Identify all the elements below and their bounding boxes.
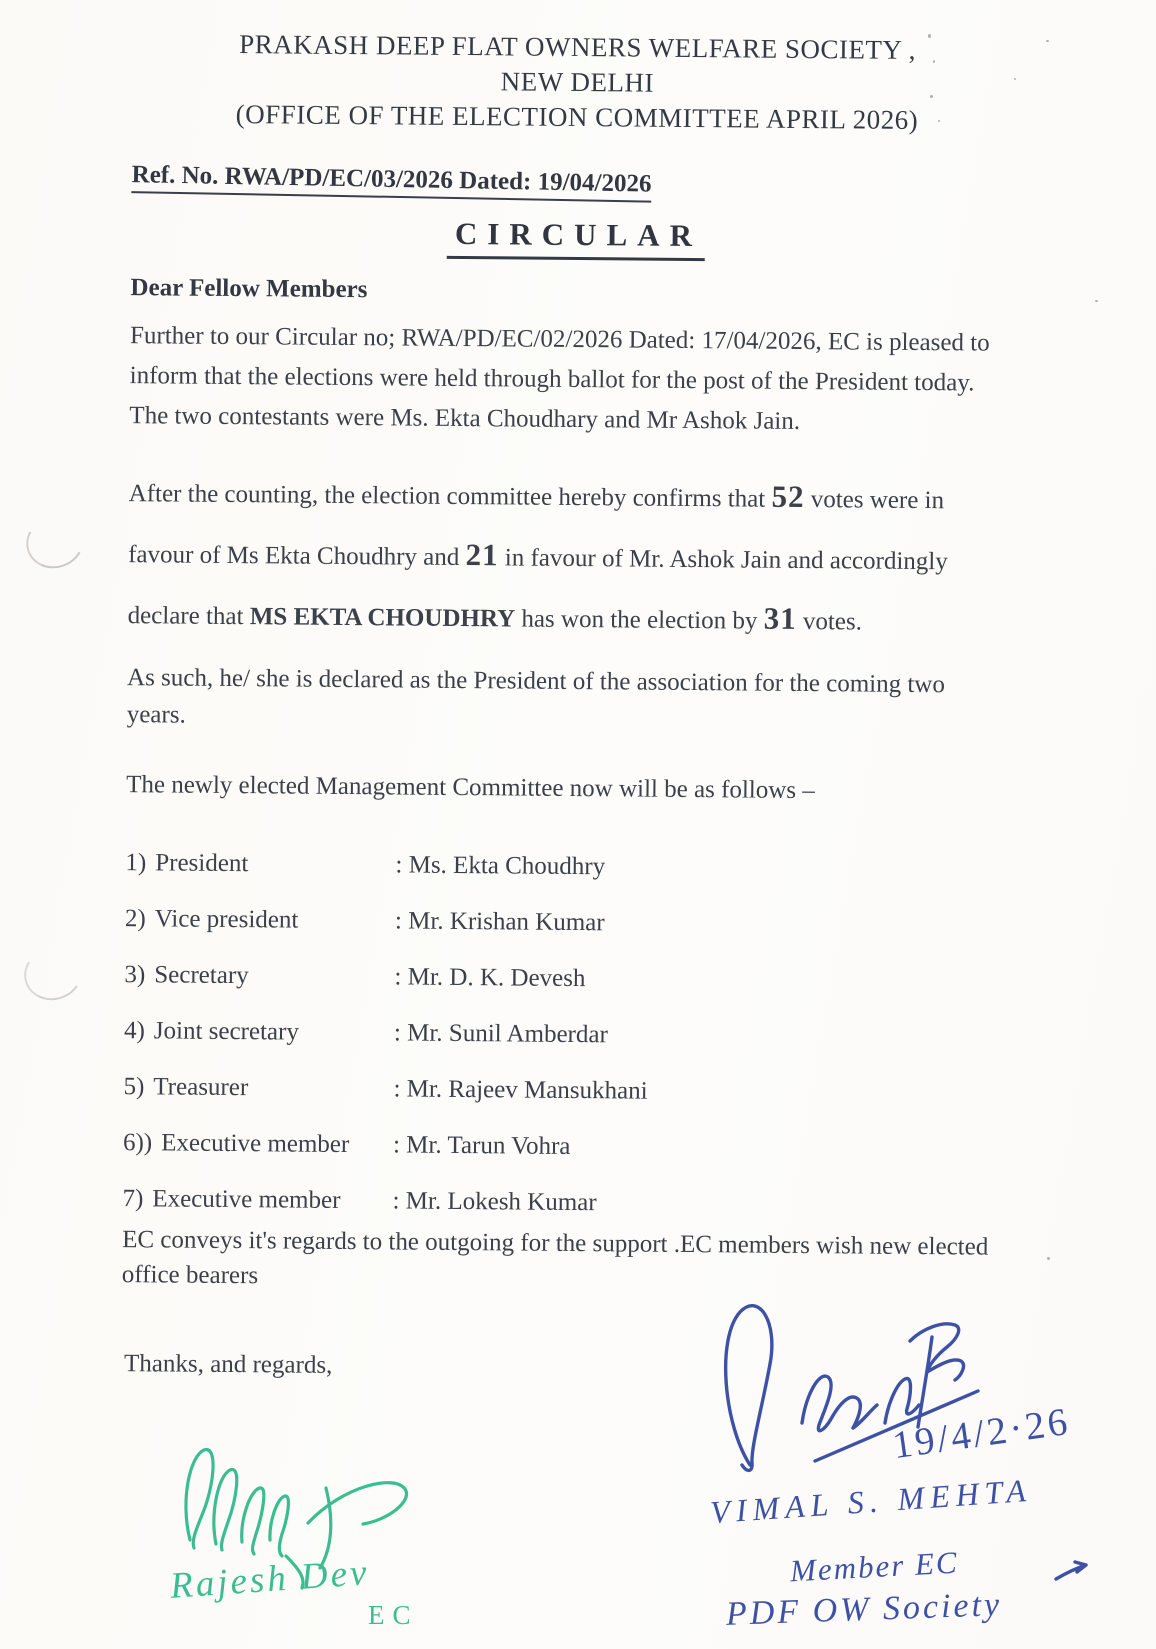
committee-row: [122, 1185, 1145, 1225]
committee-list: [122, 849, 1148, 1225]
salutation: Dear Fellow Members: [130, 274, 368, 304]
signature-role-green: EC: [368, 1600, 419, 1630]
committee-member-name: : Mr. D. K. Devesh: [394, 963, 586, 993]
text-line: [128, 462, 1101, 531]
committee-row-number: 4): [123, 1017, 145, 1045]
committee-role-label: Treasurer: [153, 1073, 249, 1102]
vote-count: 31: [763, 600, 797, 636]
text-segment: votes.: [796, 607, 863, 636]
society-name: PRAKASH DEEP FLAT OWNERS WELFARE SOCIETY ,: [239, 29, 917, 65]
committee-role: [123, 1073, 393, 1103]
ref-number-line: Ref. No. RWA/PD/EC/03/2026 Dated: 19/04/2026: [131, 161, 651, 203]
committee-member-name: : Mr. Tarun Vohra: [392, 1131, 571, 1160]
text-segment: has won the election by: [515, 605, 764, 635]
text-line: office bearers: [121, 1261, 259, 1290]
committee-role: [123, 1129, 393, 1159]
signature-date: 19/4/2·26: [889, 1399, 1073, 1468]
committee-row-number: 3): [124, 961, 146, 989]
intro-paragraph: [129, 316, 1103, 444]
committee-member-name: : Mr. Sunil Amberdar: [393, 1019, 608, 1049]
committee-row-number: 5): [123, 1073, 145, 1101]
committee-member-name: : Mr. Krishan Kumar: [394, 907, 605, 937]
signature-org-blue: PDF OW Society: [725, 1586, 1003, 1633]
text-line: The two contestants were Ms. Ekta Choudhary and Mr Ashok Jain.: [129, 402, 801, 435]
scan-speckle: [1046, 40, 1049, 42]
closing-line: Thanks, and regards,: [123, 1350, 333, 1379]
result-paragraph: [127, 462, 1102, 653]
committee-member-name: : Mr. Rajeev Mansukhani: [393, 1075, 648, 1105]
scan-speckle: [1095, 300, 1098, 302]
committee-role-label: President: [155, 849, 249, 878]
text-line: [127, 584, 1100, 653]
committee-role-label: Executive member: [152, 1185, 341, 1214]
committee-role-label: Joint secretary: [153, 1017, 300, 1046]
scan-speckle: [930, 95, 933, 98]
committee-intro: The newly elected Management Committee now will be as follows –: [126, 771, 815, 805]
committee-row-number: 6)): [122, 1129, 153, 1157]
text-line: inform that the elections were held through ballot for the post of the President today.: [129, 362, 975, 397]
winner-name: MS EKTA CHOUDHRY: [249, 603, 516, 633]
committee-row-number: 2): [124, 905, 146, 933]
office-line: (OFFICE OF THE ELECTION COMMITTEE APRIL 2026): [235, 99, 919, 135]
committee-role: [124, 1017, 394, 1047]
committee-row-number: 1): [125, 849, 147, 877]
committee-row-number: 7): [122, 1185, 144, 1213]
text-line: [128, 523, 1101, 592]
scan-speckle: [938, 120, 940, 122]
signature-name-blue: VIMAL S. MEHTA: [709, 1471, 1033, 1531]
committee-member-name: : Mr. Lokesh Kumar: [392, 1187, 597, 1217]
committee-role-label: Executive member: [161, 1129, 350, 1159]
signature-green: [158, 1428, 468, 1649]
signature-scribble-green: [158, 1428, 468, 1649]
signature-name-green: Rajesh Dev: [168, 1552, 371, 1607]
text-line: years.: [126, 701, 186, 729]
committee-row: [124, 961, 1147, 1001]
vote-count: 52: [771, 478, 805, 514]
committee-member-name: : Ms. Ekta Choudhry: [395, 851, 606, 881]
scan-speckle: [933, 60, 935, 63]
text-line: As such, he/ she is declared as the President of the association for the coming two: [126, 664, 946, 699]
text-segment: votes were in: [804, 485, 945, 515]
regards-paragraph: [122, 1222, 1096, 1300]
vote-count: 21: [465, 537, 499, 573]
text-segment: After the counting, the election committee hereby confirms that: [128, 480, 772, 513]
committee-role-label: Vice president: [154, 905, 299, 934]
scan-speckle: [1047, 1257, 1050, 1260]
committee-row: [123, 1129, 1146, 1169]
circular-title: CIRCULAR: [447, 216, 705, 261]
scan-speckle: [928, 34, 931, 38]
signature-blue: [680, 1295, 1156, 1649]
committee-role: [124, 961, 394, 991]
society-city: NEW DELHI: [500, 66, 655, 98]
committee-role: [122, 1185, 392, 1215]
text-line: EC conveys it's regards to the outgoing for the support .EC members wish new elected: [122, 1226, 989, 1261]
scan-speckle: [1014, 78, 1016, 80]
committee-row: [125, 905, 1148, 945]
committee-role: [125, 849, 395, 879]
text-segment: in favour of Mr. Ashok Jain and accordingly: [498, 544, 948, 576]
signature-role-blue: Member EC: [789, 1544, 960, 1589]
declaration-paragraph: [127, 659, 1101, 741]
committee-row: [124, 1017, 1147, 1057]
committee-role-label: Secretary: [154, 961, 249, 990]
committee-row: [123, 1073, 1146, 1113]
committee-row: [125, 849, 1148, 889]
text-segment: favour of Ms Ekta Choudhry and: [128, 541, 466, 572]
text-line: Further to our Circular no; RWA/PD/EC/02/2026 Dated: 17/04/2026, EC is pleased to: [129, 322, 990, 357]
text-segment: declare that: [127, 602, 250, 631]
committee-role: [125, 905, 395, 935]
letter-header: [0, 0, 1156, 140]
